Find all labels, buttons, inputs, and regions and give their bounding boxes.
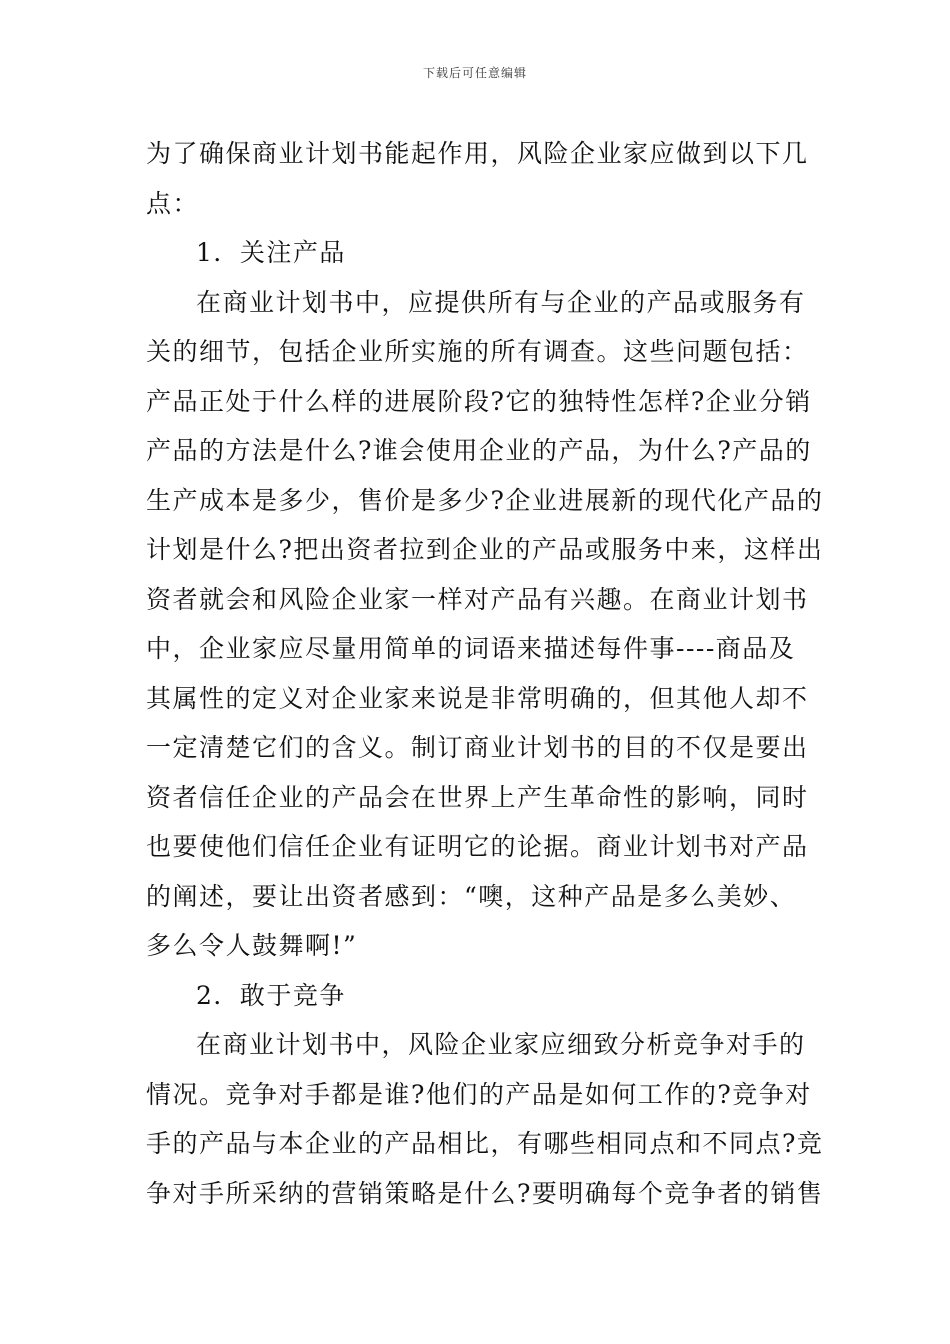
text-line: 在商业计划书中，应提供所有与企业的产品或服务有 [196,287,806,317]
text-line: 在商业计划书中，风险企业家应细致分析竞争对手的 [196,1030,806,1059]
text-line: 手的产品与本企业的产品相比，有哪些相同点和不同点?竞 [146,1129,824,1158]
document-body [146,129,824,1218]
text-line: 资者就会和风险企业家一样对产品有兴趣。在商业计划书 [146,584,809,614]
text-line: 点： [146,188,200,218]
text-line: 情况。竞争对手都是谁?他们的产品是如何工作的?竞争对 [146,1079,812,1109]
text-line: 也要使他们信任企业有证明它的论据。商业计划书对产品 [146,832,809,861]
section-heading-dare-to-compete: 2．敢于竞争 [196,980,346,1010]
text-line: 为了确保商业计划书能起作用，风险企业家应做到以下几 [146,139,809,168]
text-line: 产品的方法是什么?谁会使用企业的产品，为什么?产品的 [146,436,812,465]
text-line: 争对手所采纳的营销策略是什么?要明确每个竞争者的销售 [146,1178,824,1208]
text-line: 的阐述，要让出资者感到：“噢，这种产品是多么美妙、 [146,881,797,911]
text-line: 多么令人鼓舞啊!” [146,931,358,960]
text-line: 一定清楚它们的含义。制订商业计划书的目的不仅是要出 [146,733,809,762]
text-line: 计划是什么?把出资者拉到企业的产品或服务中来，这样出 [146,535,824,564]
section-heading-focus-product: 1．关注产品 [196,238,346,267]
text-line: 资者信任企业的产品会在世界上产生革命性的影响，同时 [146,782,809,812]
text-line: 产品正处于什么样的进展阶段?它的独特性怎样?企业分销 [146,386,812,416]
text-line: 生产成本是多少，售价是多少?企业进展新的现代化产品的 [146,485,824,515]
text-line: 关的细节，包括企业所实施的所有调查。这些问题包括： [146,337,809,366]
text-line: 中，企业家应尽量用简单的词语来描述每件事----商品及 [146,634,796,663]
page-header-note: 下载后可任意编辑 [422,66,527,80]
text-line: 其属性的定义对企业家来说是非常明确的，但其他人却不 [146,683,809,713]
